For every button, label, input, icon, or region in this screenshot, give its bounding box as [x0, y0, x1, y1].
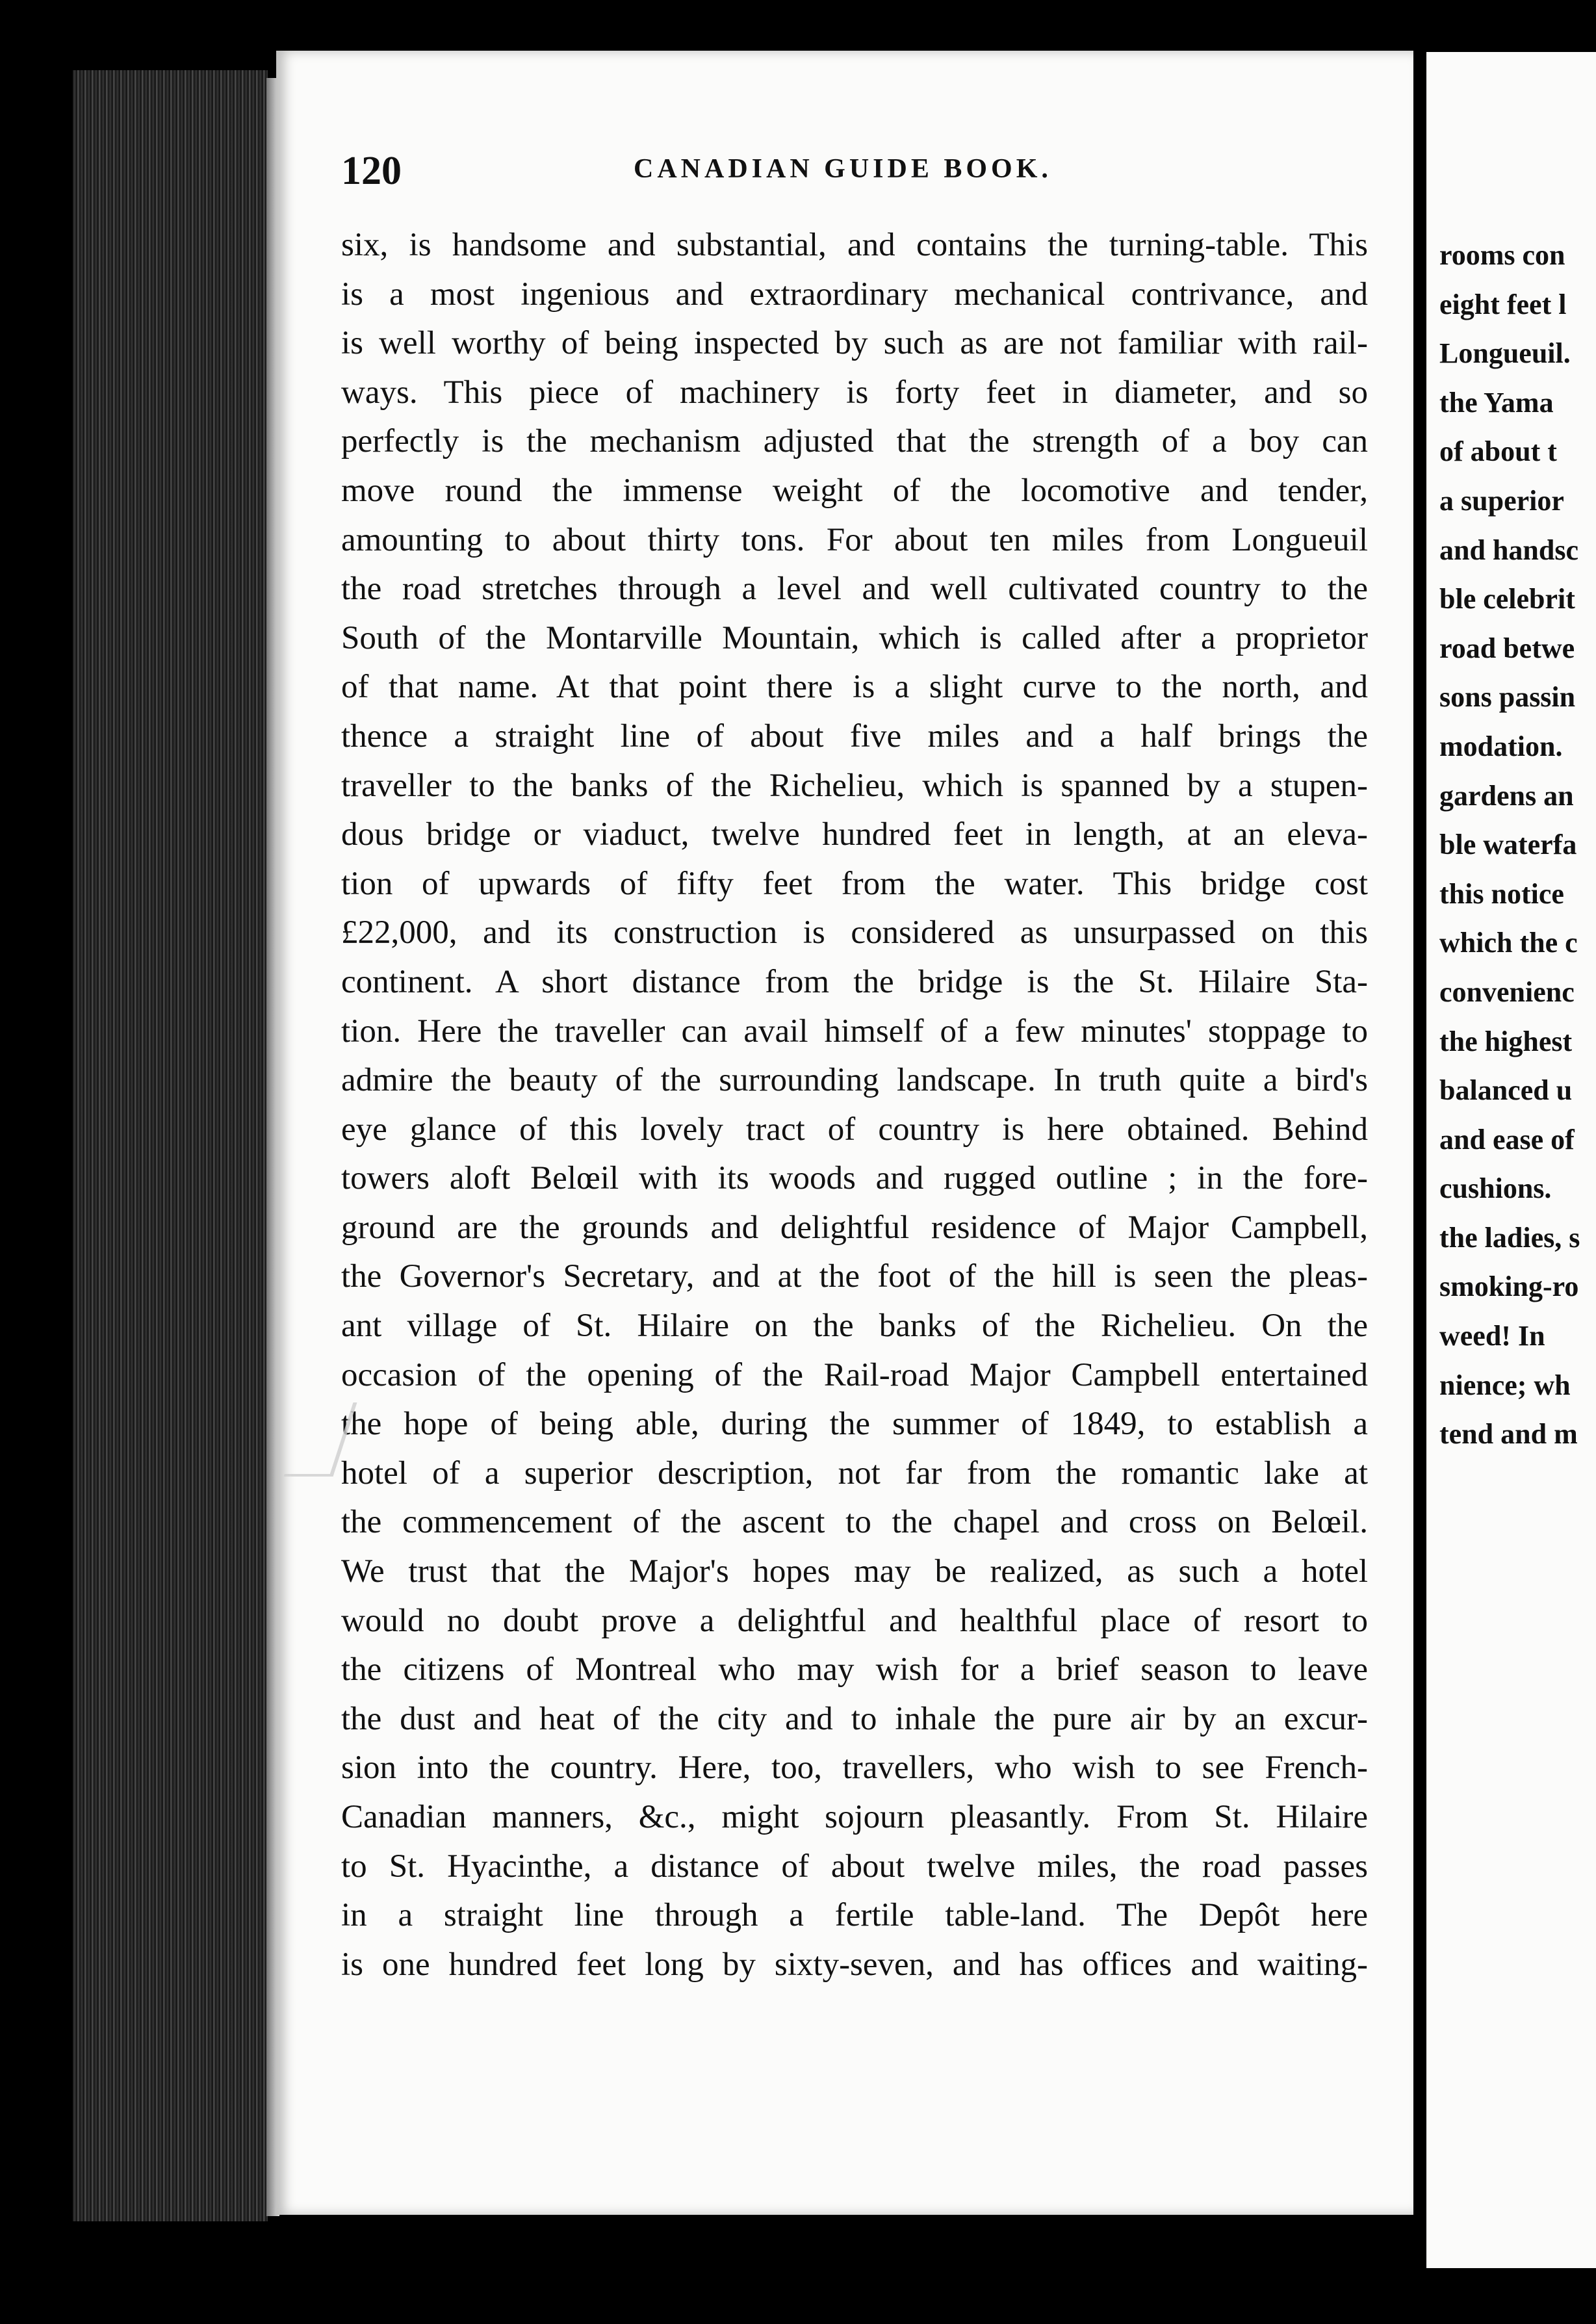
right-page-line: balanced u	[1439, 1074, 1573, 1107]
text-line: the Governor's Secretary, and at the foot of the hill is seen the pleas-	[341, 1258, 1368, 1295]
text-line: tion. Here the traveller can avail himself of a few minutes' stoppage to	[341, 1013, 1368, 1050]
text-line: is a most ingenious and extraordinary mechanical contrivance, and	[341, 276, 1368, 313]
text-line: would no doubt prove a delightful and healthful place of resort to	[341, 1602, 1368, 1639]
text-line: ground are the grounds and delightful residence of Major Campbell,	[341, 1209, 1368, 1246]
right-page-line: road betwe	[1439, 632, 1575, 664]
text-line: towers aloft Belœil with its woods and rugged outline ; in the fore-	[341, 1160, 1368, 1197]
right-page-line: ble celebrit	[1439, 583, 1575, 615]
text-line: We trust that the Major's hopes may be realized, as such a hotel	[341, 1553, 1368, 1590]
text-line: amounting to about thirty tons. For about ten miles from Longueuil	[341, 521, 1368, 558]
text-line: to St. Hyacinthe, a distance of about twelve miles, the road passes	[341, 1848, 1368, 1885]
book-spine	[73, 70, 268, 2221]
right-page-line: gardens an	[1439, 779, 1574, 812]
text-line: dous bridge or viaduct, twelve hundred feet in length, at an eleva-	[341, 816, 1368, 853]
right-page-line: Longueuil.	[1439, 337, 1571, 370]
right-page-line: and handsc	[1439, 534, 1579, 566]
right-page-line: the Yama	[1439, 386, 1554, 419]
text-line: traveller to the banks of the Richelieu, which is spanned by a stupen-	[341, 767, 1368, 804]
right-page-line: which the c	[1439, 927, 1578, 959]
text-line: the commencement of the ascent to the chapel and cross on Belœil.	[341, 1504, 1368, 1541]
right-page-line: the highest	[1439, 1025, 1573, 1057]
page-number: 120	[341, 149, 402, 193]
text-line: Canadian manners, &c., might sojourn pleasantly. From St. Hilaire	[341, 1799, 1368, 1835]
right-page-line: modation.	[1439, 730, 1563, 762]
right-page-line: tend and m	[1439, 1418, 1578, 1451]
right-page-line: sons passin	[1439, 681, 1576, 714]
right-page-line: of about t	[1439, 435, 1557, 468]
text-line: is well worthy of being inspected by such as are not familiar with rail-	[341, 325, 1368, 362]
right-page-line: convenienc	[1439, 975, 1575, 1008]
right-page-line: weed! In	[1439, 1320, 1545, 1352]
text-line: of that name. At that point there is a slight curve to the north, and	[341, 669, 1368, 706]
right-page-line: this notice	[1439, 877, 1564, 910]
right-page	[1426, 52, 1596, 2268]
right-page-line: smoking-ro	[1439, 1271, 1579, 1303]
text-line: continent. A short distance from the bridge is the St. Hilaire Sta-	[341, 963, 1368, 1000]
body-text	[341, 221, 1368, 1989]
right-page-line: a superior	[1439, 484, 1564, 517]
right-page-line: rooms con	[1439, 239, 1565, 271]
text-line: ways. This piece of machinery is forty feet in diameter, and so	[341, 374, 1368, 411]
right-page-line: the ladies, s	[1439, 1221, 1580, 1254]
text-line: sion into the country. Here, too, travellers, who wish to see French-	[341, 1749, 1368, 1787]
text-line: the citizens of Montreal who may wish for a brief season to leave	[341, 1651, 1368, 1688]
text-line: tion of upwards of fifty feet from the water. This bridge cost	[341, 865, 1368, 902]
right-page-text	[1439, 231, 1596, 1459]
text-line: the road stretches through a level and well cultivated country to the	[341, 571, 1368, 608]
text-line: the dust and heat of the city and to inhale the pure air by an excur-	[341, 1700, 1368, 1737]
text-line: perfectly is the mechanism adjusted that the strength of a boy can	[341, 423, 1368, 460]
text-line: the hope of being able, during the summer of 1849, to establish a	[341, 1406, 1368, 1443]
right-page-line: and ease of	[1439, 1123, 1575, 1156]
text-line: six, is handsome and substantial, and contains the turning-table. This	[341, 227, 1368, 263]
left-page	[276, 51, 1413, 2215]
text-line: move round the immense weight of the locomotive and tender,	[341, 472, 1368, 509]
right-page-line: cushions.	[1439, 1172, 1552, 1205]
text-line: is one hundred feet long by sixty-seven, and has offices and waiting-	[341, 1946, 1368, 1983]
text-line: hotel of a superior description, not far from the romantic lake at	[341, 1454, 1368, 1491]
text-line: thence a straight line of about five miles and a half brings the	[341, 717, 1368, 755]
text-line: in a straight line through a fertile table-land. The Depôt here	[341, 1897, 1368, 1934]
text-line: ant village of St. Hilaire on the banks of the Richelieu. On the	[341, 1308, 1368, 1345]
text-line: South of the Montarville Mountain, which is called after a proprietor	[341, 619, 1368, 656]
text-line: admire the beauty of the surrounding landscape. In truth quite a bird's	[341, 1062, 1368, 1099]
text-line: occasion of the opening of the Rail-road Major Campbell entertained	[341, 1356, 1368, 1393]
text-line: £22,000, and its construction is considered as unsurpassed on this	[341, 914, 1368, 951]
running-head: CANADIAN GUIDE BOOK.	[634, 154, 1052, 184]
right-page-line: nience; wh	[1439, 1369, 1571, 1401]
right-page-line: ble waterfa	[1439, 829, 1577, 861]
right-page-line: eight feet l	[1439, 288, 1567, 320]
text-line: eye glance of this lovely tract of country is here obtained. Behind	[341, 1111, 1368, 1148]
